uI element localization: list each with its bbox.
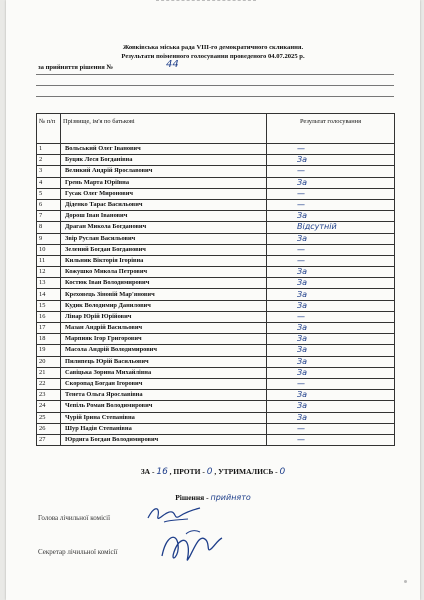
row-number: 17 — [37, 323, 61, 334]
row-number: 23 — [37, 390, 61, 401]
row-number: 19 — [37, 345, 61, 356]
deputy-name: Масола Андрій Володимирович — [61, 345, 267, 356]
row-number: 25 — [37, 412, 61, 423]
decision-result — [6, 493, 420, 502]
row-number: 18 — [37, 334, 61, 345]
vote-result: За — [267, 323, 395, 334]
vote-result: — — [267, 199, 395, 210]
deputy-name: Зелений Богдан Богданович — [61, 244, 267, 255]
row-number: 2 — [37, 155, 61, 166]
row-number: 3 — [37, 166, 61, 177]
table-row — [37, 211, 395, 222]
column-header-result: Результат голосування — [267, 114, 395, 144]
document-page — [6, 0, 420, 600]
vote-results-heading: Результати поіменного голосування проведеного 04.07.2025 р. — [121, 53, 305, 60]
secretary-label: Секретар лічильної комісії — [38, 548, 118, 556]
deputy-name: Вольський Олег Іванович — [61, 144, 267, 155]
vote-result: — — [267, 378, 395, 389]
deputy-name: Звір Руслан Васильович — [61, 233, 267, 244]
row-number: 24 — [37, 401, 61, 412]
deputy-name: Пилипець Юрій Васильович — [61, 356, 267, 367]
deputy-name: Лінар Юрій Юрійович — [61, 311, 267, 322]
table-row — [37, 188, 395, 199]
vote-result: За — [267, 356, 395, 367]
vote-result: За — [267, 278, 395, 289]
scan-artifact — [404, 580, 407, 583]
decision-number-handwritten: 44 — [166, 59, 179, 70]
deputy-name: Чепіль Роман Володимирович — [61, 401, 267, 412]
abstained-label: , УТРИМАЛИСЬ - — [214, 467, 278, 476]
roll-call-table — [36, 113, 395, 446]
vote-result: За — [267, 177, 395, 188]
row-number: 4 — [37, 177, 61, 188]
deputy-name: Скоропад Богдан Ігорович — [61, 378, 267, 389]
vote-result: За — [267, 390, 395, 401]
deputy-name: Юрдига Богдан Володимирович — [61, 434, 267, 445]
table-row — [37, 177, 395, 188]
deputy-name: Великий Андрій Ярославович — [61, 166, 267, 177]
row-number: 8 — [37, 222, 61, 233]
for-count: 16 — [156, 467, 168, 477]
table-row — [37, 199, 395, 210]
row-number: 9 — [37, 233, 61, 244]
decision-label: Рішення - — [175, 493, 209, 502]
vote-result: За — [267, 401, 395, 412]
deputy-name: Марпияк Ігор Григорович — [61, 334, 267, 345]
vote-result: За — [267, 233, 395, 244]
table-row — [37, 278, 395, 289]
deputy-name: Тенета Ольга Ярославівна — [61, 390, 267, 401]
chair-signature — [144, 500, 204, 528]
deputy-name: Буцяк Леся Богданівна — [61, 155, 267, 166]
column-header-number: № п/п — [37, 114, 61, 144]
blank-line — [36, 96, 394, 97]
vote-result: Відсутній — [267, 222, 395, 233]
blank-line — [36, 85, 394, 86]
deputy-name: Чурій Ірина Степанівна — [61, 412, 267, 423]
row-number: 10 — [37, 244, 61, 255]
deputy-name: Мазан Андрій Васильович — [61, 323, 267, 334]
vote-tally — [6, 467, 420, 477]
decision-number-label — [38, 64, 113, 71]
row-number: 14 — [37, 289, 61, 300]
row-number: 26 — [37, 423, 61, 434]
decision-prefix: за прийняття рішення № — [38, 64, 114, 71]
table-row — [37, 222, 395, 233]
table-row — [37, 300, 395, 311]
council-heading: Жовківська міська рада VIII-го демократичного скликання. — [122, 44, 304, 51]
table-row — [37, 155, 395, 166]
table-row — [37, 367, 395, 378]
scan-artifact — [156, 0, 256, 4]
vote-result: — — [267, 244, 395, 255]
table-row — [37, 334, 395, 345]
deputy-name: Діденко Тарас Васильович — [61, 199, 267, 210]
row-number: 1 — [37, 144, 61, 155]
vote-result: За — [267, 367, 395, 378]
vote-result: — — [267, 144, 395, 155]
row-number: 16 — [37, 311, 61, 322]
for-label: ЗА - — [140, 467, 155, 476]
vote-result: За — [267, 412, 395, 423]
table-row — [37, 401, 395, 412]
against-label: , ПРОТИ - — [169, 467, 205, 476]
row-number: 21 — [37, 367, 61, 378]
row-number: 15 — [37, 300, 61, 311]
decision-value: прийнято — [210, 493, 251, 502]
table-row — [37, 345, 395, 356]
vote-result: За — [267, 289, 395, 300]
table-header-row — [37, 114, 395, 144]
table-row — [37, 378, 395, 389]
against-count: 0 — [206, 467, 213, 477]
deputy-name: Кудик Володимир Данилович — [61, 300, 267, 311]
deputy-name: Гусак Олег Миронович — [61, 188, 267, 199]
row-number: 11 — [37, 255, 61, 266]
deputy-name: Грень Марта Юріївна — [61, 177, 267, 188]
deputy-name: Костюк Іван Володимирович — [61, 278, 267, 289]
vote-result: — — [267, 434, 395, 445]
deputy-name: Савіцька Зорина Михайлівна — [61, 367, 267, 378]
table-row — [37, 267, 395, 278]
vote-result: — — [267, 311, 395, 322]
vote-result: За — [267, 211, 395, 222]
blank-line — [36, 74, 394, 75]
vote-result: — — [267, 255, 395, 266]
deputy-name: Драган Микола Богданович — [61, 222, 267, 233]
row-number: 5 — [37, 188, 61, 199]
chair-label: Голова лічильної комісії — [38, 514, 111, 522]
table-row — [37, 434, 395, 445]
abstained-count: 0 — [279, 467, 286, 477]
table-row — [37, 311, 395, 322]
row-number: 27 — [37, 434, 61, 445]
deputy-name: Шур Надія Степанівна — [61, 423, 267, 434]
secretary-signature — [156, 526, 226, 570]
deputy-name: Кожушко Микола Петрович — [61, 267, 267, 278]
vote-result: За — [267, 345, 395, 356]
table-row — [37, 255, 395, 266]
vote-result: За — [267, 267, 395, 278]
table-row — [37, 289, 395, 300]
deputy-name: Креховець Зіновій Мар'янович — [61, 289, 267, 300]
vote-result: — — [267, 166, 395, 177]
table-row — [37, 412, 395, 423]
table-row — [37, 356, 395, 367]
deputy-name: Дорош Іван Іванович — [61, 211, 267, 222]
table-row — [37, 144, 395, 155]
row-number: 13 — [37, 278, 61, 289]
table-row — [37, 166, 395, 177]
vote-result: — — [267, 423, 395, 434]
table-row — [37, 390, 395, 401]
vote-result: За — [267, 334, 395, 345]
vote-result: За — [267, 155, 395, 166]
table-row — [37, 423, 395, 434]
vote-result: За — [267, 300, 395, 311]
row-number: 6 — [37, 199, 61, 210]
table-row — [37, 244, 395, 255]
table-row — [37, 233, 395, 244]
deputy-name: Кильник Вікторія Ігорівна — [61, 255, 267, 266]
column-header-name: Прізвище, ім'я по батькові — [61, 114, 267, 144]
row-number: 22 — [37, 378, 61, 389]
row-number: 7 — [37, 211, 61, 222]
table-row — [37, 323, 395, 334]
row-number: 20 — [37, 356, 61, 367]
row-number: 12 — [37, 267, 61, 278]
vote-result: — — [267, 188, 395, 199]
